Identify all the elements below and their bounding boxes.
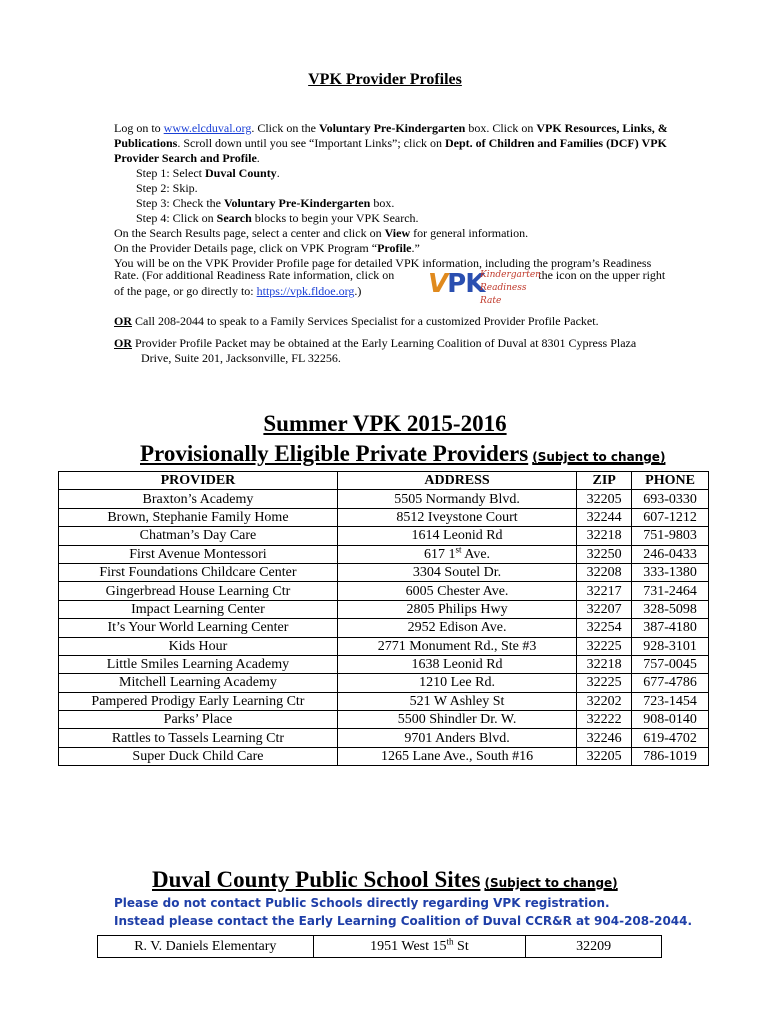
table-row [59,490,709,508]
table-header-row [59,472,709,490]
text-bold: Voluntary Pre-Kindergarten [223,196,371,210]
or-packet-line [114,336,694,351]
header-phone: PHONE [632,472,709,490]
provider-address: 2771 Monument Rd., Ste #3 [337,637,576,655]
table-row [59,527,709,545]
text: of the page, or go directly to: [114,284,257,298]
table-row [59,582,709,600]
provider-name: Kids Hour [59,637,338,655]
provider-name: It’s Your World Learning Center [59,619,338,637]
provider-zip: 32208 [577,563,632,581]
text: Ave. [461,546,491,562]
provider-address: 9701 Anders Blvd. [337,729,576,747]
provider-address: 1614 Leonid Rd [337,527,576,545]
provider-zip: 32205 [577,490,632,508]
provider-name: Pampered Prodigy Early Learning Ctr [59,692,338,710]
text: Step 3: Check the [136,196,224,210]
text: Rate. (For additional Readiness Rate information, click on [114,268,395,282]
readiness-line [114,268,694,283]
provider-name: Mitchell Learning Academy [59,674,338,692]
provider-phone: 328-5098 [632,600,709,618]
provider-name: Super Duck Child Care [59,747,338,765]
text-sup: st [455,544,462,555]
summer-title: Summer VPK 2015-2016 [263,411,507,436]
provider-phone: 607-1212 [632,508,709,526]
providers-title [140,440,665,471]
provider-name: Little Smiles Learning Academy [59,655,338,673]
text: . Scroll down until you see “Important Links”; click on [177,136,445,150]
provider-phone: 619-4702 [632,729,709,747]
providers-table [58,471,709,766]
vpk-logo-letters: VPK [428,269,485,299]
or-packet-address: Drive, Suite 201, Jacksonville, FL 32256. [141,351,341,365]
text: 1951 West 15 [370,938,447,954]
subject-to-change: (Subject to change) [484,876,618,890]
instructions-paragraph [114,121,694,166]
text: On the Search Results page, select a center and click on [114,226,385,240]
table-row [59,674,709,692]
provider-phone: 693-0330 [632,490,709,508]
table-row [59,600,709,618]
text: . Click on the [251,121,319,135]
text-bold: Dept. of Children and Families (DCF) VPK Provider Search and Profile [114,136,667,165]
provider-address: 1638 Leonid Rd [337,655,576,673]
provider-phone: 333-1380 [632,563,709,581]
table-row [59,563,709,581]
provider-phone: 731-2464 [632,582,709,600]
text: Log on to [114,121,164,135]
provider-address: 2952 Edison Ave. [337,619,576,637]
table-row [59,637,709,655]
provider-name: Gingerbread House Learning Ctr [59,582,338,600]
provider-zip: 32218 [577,655,632,673]
provider-zip: 32244 [577,508,632,526]
provider-phone: 757-0045 [632,655,709,673]
text: blocks to begin your VPK Search. [251,211,419,225]
provider-name: First Avenue Montessori [59,545,338,563]
school-zip: 32209 [526,936,662,958]
provider-zip: 32250 [577,545,632,563]
logo-line: Kindergarten [480,270,541,280]
notice-line-1: Please do not contact Public Schools directly regarding VPK registration. [114,896,610,910]
provider-zip: 32222 [577,711,632,729]
text: Step 1: Select [136,166,205,180]
provider-phone: 928-3101 [632,637,709,655]
provider-name: Parks’ Place [59,711,338,729]
provider-phone: 246-0433 [632,545,709,563]
schools-table [97,935,662,958]
or-label: OR [114,336,132,350]
provider-address: 5500 Shindler Dr. W. [337,711,576,729]
provider-phone: 677-4786 [632,674,709,692]
text: box. Click on [465,121,537,135]
step-1 [114,166,694,181]
text-bold: Duval County [205,166,277,180]
provider-name: Braxton’s Academy [59,490,338,508]
provider-name: Chatman’s Day Care [59,527,338,545]
step-3 [114,196,694,211]
instructions [114,121,694,271]
header-provider: PROVIDER [59,472,338,490]
providers-subtitle: Provisionally Eligible Private Providers [140,441,529,466]
fldoe-line [114,284,694,299]
provider-zip: 32207 [577,600,632,618]
header-zip: ZIP [577,472,632,490]
school-name: R. V. Daniels Elementary [98,936,314,958]
text: for general information. [410,226,529,240]
logo-line: Readiness Rate [480,283,527,306]
provider-zip: 32254 [577,619,632,637]
table-row [59,545,709,563]
provider-zip: 32225 [577,674,632,692]
provider-address: 521 W Ashley St [337,692,576,710]
table-row [59,619,709,637]
header-address: ADDRESS [337,472,576,490]
provider-zip: 32205 [577,747,632,765]
text: . [256,151,260,165]
provider-phone: 751-9803 [632,527,709,545]
provider-zip: 32246 [577,729,632,747]
provider-zip: 32225 [577,637,632,655]
text: Step 4: Click on [136,211,217,225]
public-schools-title [152,866,618,897]
text: 617 1 [424,546,456,562]
text-sup: th [446,935,454,946]
fldoe-link[interactable]: https://vpk.fldoe.org [256,284,355,298]
school-address [313,936,526,958]
text: Call 208-2044 to speak to a Family Services Specialist for a customized Provider Profile Packet. [132,314,599,328]
text: box. [370,196,395,210]
text: On the Provider Details page, click on VPK Program “ [114,241,378,255]
table-row [59,711,709,729]
public-schools-title-text: Duval County Public School Sites [152,867,481,892]
provider-zip: 32202 [577,692,632,710]
provider-zip: 32217 [577,582,632,600]
profile-page-line: You will be on the VPK Provider Profile page for detailed VPK information, including the program’s Readiness [114,256,652,270]
provider-address: 1210 Lee Rd. [337,674,576,692]
provider-address [337,545,576,563]
table-row [59,747,709,765]
page-title: VPK Provider Profiles [308,71,462,88]
or-call-line [114,314,694,329]
provider-name: Rattles to Tassels Learning Ctr [59,729,338,747]
provider-name: Brown, Stephanie Family Home [59,508,338,526]
elcduval-link[interactable]: www.elcduval.org [163,121,252,135]
provider-address: 8512 Iveystone Court [337,508,576,526]
provider-phone: 786-1019 [632,747,709,765]
provider-phone: 908-0140 [632,711,709,729]
provider-name: Impact Learning Center [59,600,338,618]
text: .” [411,241,420,255]
provider-address: 2805 Philips Hwy [337,600,576,618]
provider-details-line [114,241,694,256]
text-bold: View [384,226,411,240]
notice-line-2: Instead please contact the Early Learning Coalition of Duval CCR&R at 904-208-2044. [114,914,693,928]
provider-name: First Foundations Childcare Center [59,563,338,581]
text-bold: Profile [377,241,412,255]
table-row [59,655,709,673]
table-row [59,729,709,747]
provider-phone: 723-1454 [632,692,709,710]
provider-phone: 387-4180 [632,619,709,637]
search-results-line [114,226,694,241]
text: the icon on the upper right [538,268,666,282]
table-row [98,936,662,958]
provider-address: 1265 Lane Ave., South #16 [337,747,576,765]
provider-address: 3304 Soutel Dr. [337,563,576,581]
step-4 [114,211,694,226]
provider-zip: 32218 [577,527,632,545]
table-row [59,692,709,710]
step-2: Step 2: Skip. [136,181,198,195]
or-label: OR [114,314,132,328]
provider-address: 6005 Chester Ave. [337,582,576,600]
subject-to-change: (Subject to change) [532,450,666,464]
text: St [453,938,469,954]
text: . [276,166,280,180]
provider-address: 5505 Normandy Blvd. [337,490,576,508]
text-bold: Search [216,211,252,225]
text-bold: VPK Resources, Links, & Publications [114,121,668,150]
text: Provider Profile Packet may be obtained at the Early Learning Coalition of Duval at 8301 Cypress Plaza [132,336,637,350]
text-bold: Voluntary Pre-Kindergarten [319,121,466,135]
text: .) [354,284,362,298]
table-row [59,508,709,526]
